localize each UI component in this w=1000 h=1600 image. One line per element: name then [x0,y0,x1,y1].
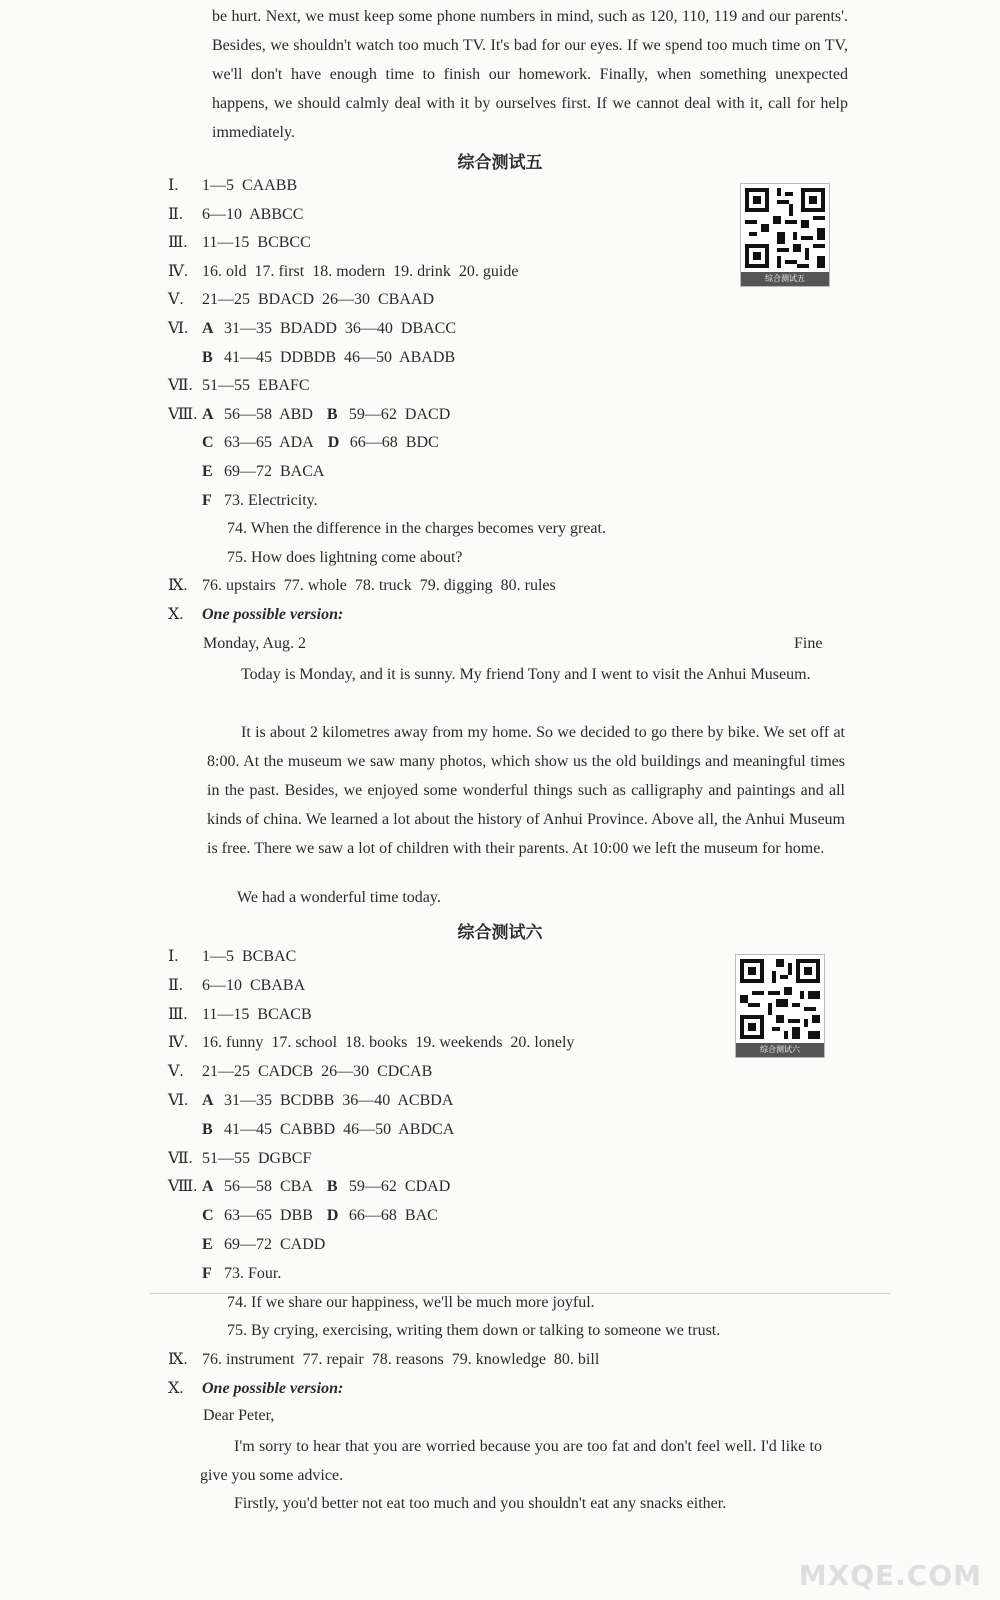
answer-row [168,1148,311,1170]
subsection-letter: E [202,463,213,480]
qr-code-icon [741,184,829,272]
subsection-letter: A [202,405,214,423]
test6-qr-caption: 综合测试六 [736,1043,824,1057]
answer-text: 1—5 CAABB [202,177,298,194]
answer-text: 1—5 BCBAC [202,948,297,965]
answer-row [168,404,450,426]
answer-row [168,490,318,512]
test5-paragraph-2: It is about 2 kilometres away from my home. So we decided to go there by bike. We set off at 8:00. At the museum we saw many photos, which show us the old buildings and meaningful times in the past. Besides, we enjoyed some wonderful things such as calligraphy and paintings and all kinds of china. We learned a lot about the history of Anhui Province. Above all, the Anhui Museum is free. There we saw a lot of children with their parents. At 10:00 we left the museum for home. [207,724,845,857]
answer-row [168,1292,595,1314]
answer-row [168,1378,343,1400]
answer-row [168,1004,312,1026]
qr-code-icon [736,955,824,1043]
test6-qr-code[interactable] [735,954,825,1058]
answer-text: 74. If we share our happiness, we'll be much more joyful. [227,1293,595,1311]
subsection-letter: F [202,1264,212,1282]
section-numeral: Ⅴ. [168,1063,184,1081]
answer-text: 73. Four. [224,1264,282,1282]
answer-text: 76. upstairs 77. whole 78. truck 79. digging 80. rules [202,577,556,595]
answer-row [168,204,303,226]
answer-row [168,175,297,197]
answer-text: 6—10 ABBCC [202,205,304,223]
answer-text: 16. funny 17. school 18. books 19. weekends 20. lonely [202,1034,575,1052]
section-numeral: Ⅸ. [168,577,188,595]
answer-row [168,547,463,569]
test6-salutation: Dear Peter, [203,1407,275,1424]
answer-text: 31—35 BDADD 36—40 DBACC [224,320,457,337]
answer-row [168,975,305,997]
subsection-letter: E [202,1236,213,1253]
answer-row [168,232,311,254]
top-paragraph: be hurt. Next, we must keep some phone numbers in mind, such as 120, 110, 119 and our parents'. Besides, we shouldn't watch too much TV. It's bad for our eyes. If we spend too much time on TV, we'll don't have enough time to finish our homework. Finally, when something unexpected happens, we should calmly deal with it by ourselves first. If we cannot deal with it, call for help immediately. [212,8,848,141]
answer-text: 66—68 BDC [349,434,439,452]
section-numeral: Ⅳ. [168,262,188,280]
answer-text: 21—25 BDACD 26—30 CBAAD [202,291,435,309]
answer-text: 41—45 DDBDB 46—50 ABADB [224,348,456,366]
answer-text: 66—68 BAC [348,1207,438,1225]
answer-row [168,461,324,483]
section-numeral: Ⅲ. [168,1005,188,1023]
subsection-letter: B [326,1178,338,1196]
answer-text: 16. old 17. first 18. modern 19. drink 20. guide [202,262,519,280]
subsection-letter: B [326,405,338,423]
answer-row [168,946,296,968]
answer-row [168,1090,453,1112]
test5-paragraph-1: Today is Monday, and it is sunny. My friend Tony and I went to visit the Anhui Museum. [241,666,811,683]
answer-text: 31—35 BCDBB 36—40 ACBDA [224,1092,454,1109]
test5-diary-weather: Fine [794,635,823,652]
answer-text: 51—55 EBAFC [202,377,310,395]
section-numeral: Ⅳ. [168,1034,188,1052]
answer-text: 41—45 CABBD 46—50 ABDCA [224,1120,455,1138]
answer-text: 59—62 CDAD [348,1178,451,1196]
answer-row [168,1320,720,1342]
section-numeral: Ⅹ. [168,1380,184,1397]
answer-row [168,1176,450,1198]
answer-text: 63—65 ADA [224,434,314,452]
section-numeral: Ⅲ. [168,234,188,252]
answer-row [168,1234,325,1256]
answer-text: 21—25 CADCB 26—30 CDCAB [202,1063,433,1081]
answer-text: 51—55 DGBCF [202,1149,312,1167]
section-numeral: Ⅷ. [168,405,198,423]
answer-row [168,1205,438,1227]
test6-paragraph-1: I'm sorry to hear that you are worried because you are too fat and don't feel well. I'd like to give you some advice. [200,1438,822,1484]
subsection-letter: B [202,1120,213,1138]
answer-row [168,1061,432,1083]
section-numeral: Ⅹ. [168,606,184,623]
subsection-letter: B [202,348,213,366]
answer-text: 75. By crying, exercising, writing them down or talking to someone we trust. [227,1322,721,1340]
test6-title: 综合测试六 [457,923,543,943]
answer-row [168,1119,454,1141]
subsection-letter: A [202,1092,214,1109]
answer-text: One possible version: [202,606,344,623]
test5-title: 综合测试五 [457,153,543,173]
subsection-letter: C [202,1207,214,1225]
answer-row [168,261,518,283]
section-numeral: Ⅵ. [168,1092,189,1109]
test5-qr-caption: 综合测试五 [741,272,829,286]
answer-row [168,604,343,626]
answer-row [168,432,439,454]
answer-row [168,1349,599,1371]
section-numeral: Ⅴ. [168,291,184,309]
answer-text: 63—65 DBB [224,1207,313,1225]
answer-text: 73. Electricity. [224,491,318,509]
subsection-letter: A [202,1178,214,1196]
scan-divider-line [150,1293,890,1294]
answer-row [168,347,455,369]
answer-text: 11—15 BCACB [202,1005,312,1023]
subsection-letter: A [202,320,214,337]
test5-paragraph-3: We had a wonderful time today. [237,889,441,906]
subsection-letter: D [326,1207,339,1225]
answer-text: 74. When the difference in the charges becomes very great. [227,520,606,538]
test6-paragraph-2: Firstly, you'd better not eat too much and you shouldn't eat any snacks either. [234,1495,727,1512]
answer-row [168,375,310,397]
answer-text: 56—58 CBA [224,1178,313,1196]
section-numeral: Ⅵ. [168,320,189,337]
subsection-letter: D [327,434,340,452]
watermark-logo: MXQE.COM [798,1559,982,1592]
answer-text: One possible version: [202,1380,344,1397]
answer-text: 56—58 ABD [224,405,313,423]
subsection-letter: C [202,434,214,452]
section-numeral: Ⅰ. [168,177,179,194]
answer-text: 59—62 DACD [348,405,451,423]
answer-row [168,575,556,597]
answer-text: 75. How does lightning come about? [227,548,463,566]
section-numeral: Ⅱ. [168,976,183,994]
answer-text: 69—72 CADD [224,1236,326,1253]
section-numeral: Ⅶ. [168,377,193,395]
answer-row [168,1263,281,1285]
answer-row [168,1032,574,1054]
answer-row [168,518,606,540]
answer-text: 11—15 BCBCC [202,234,311,252]
section-numeral: Ⅸ. [168,1351,188,1369]
section-numeral: Ⅶ. [168,1149,193,1167]
answer-text: 76. instrument 77. repair 78. reasons 79. knowledge 80. bill [202,1351,600,1369]
section-numeral: Ⅰ. [168,948,179,965]
answer-text: 6—10 CBABA [202,976,306,994]
subsection-letter: F [202,491,212,509]
answer-text: 69—72 BACA [224,463,325,480]
test5-diary-date: Monday, Aug. 2 [203,635,306,652]
answer-row [168,289,434,311]
test5-qr-code[interactable] [740,183,830,287]
section-numeral: Ⅷ. [168,1178,198,1196]
answer-row [168,318,456,340]
section-numeral: Ⅱ. [168,205,183,223]
